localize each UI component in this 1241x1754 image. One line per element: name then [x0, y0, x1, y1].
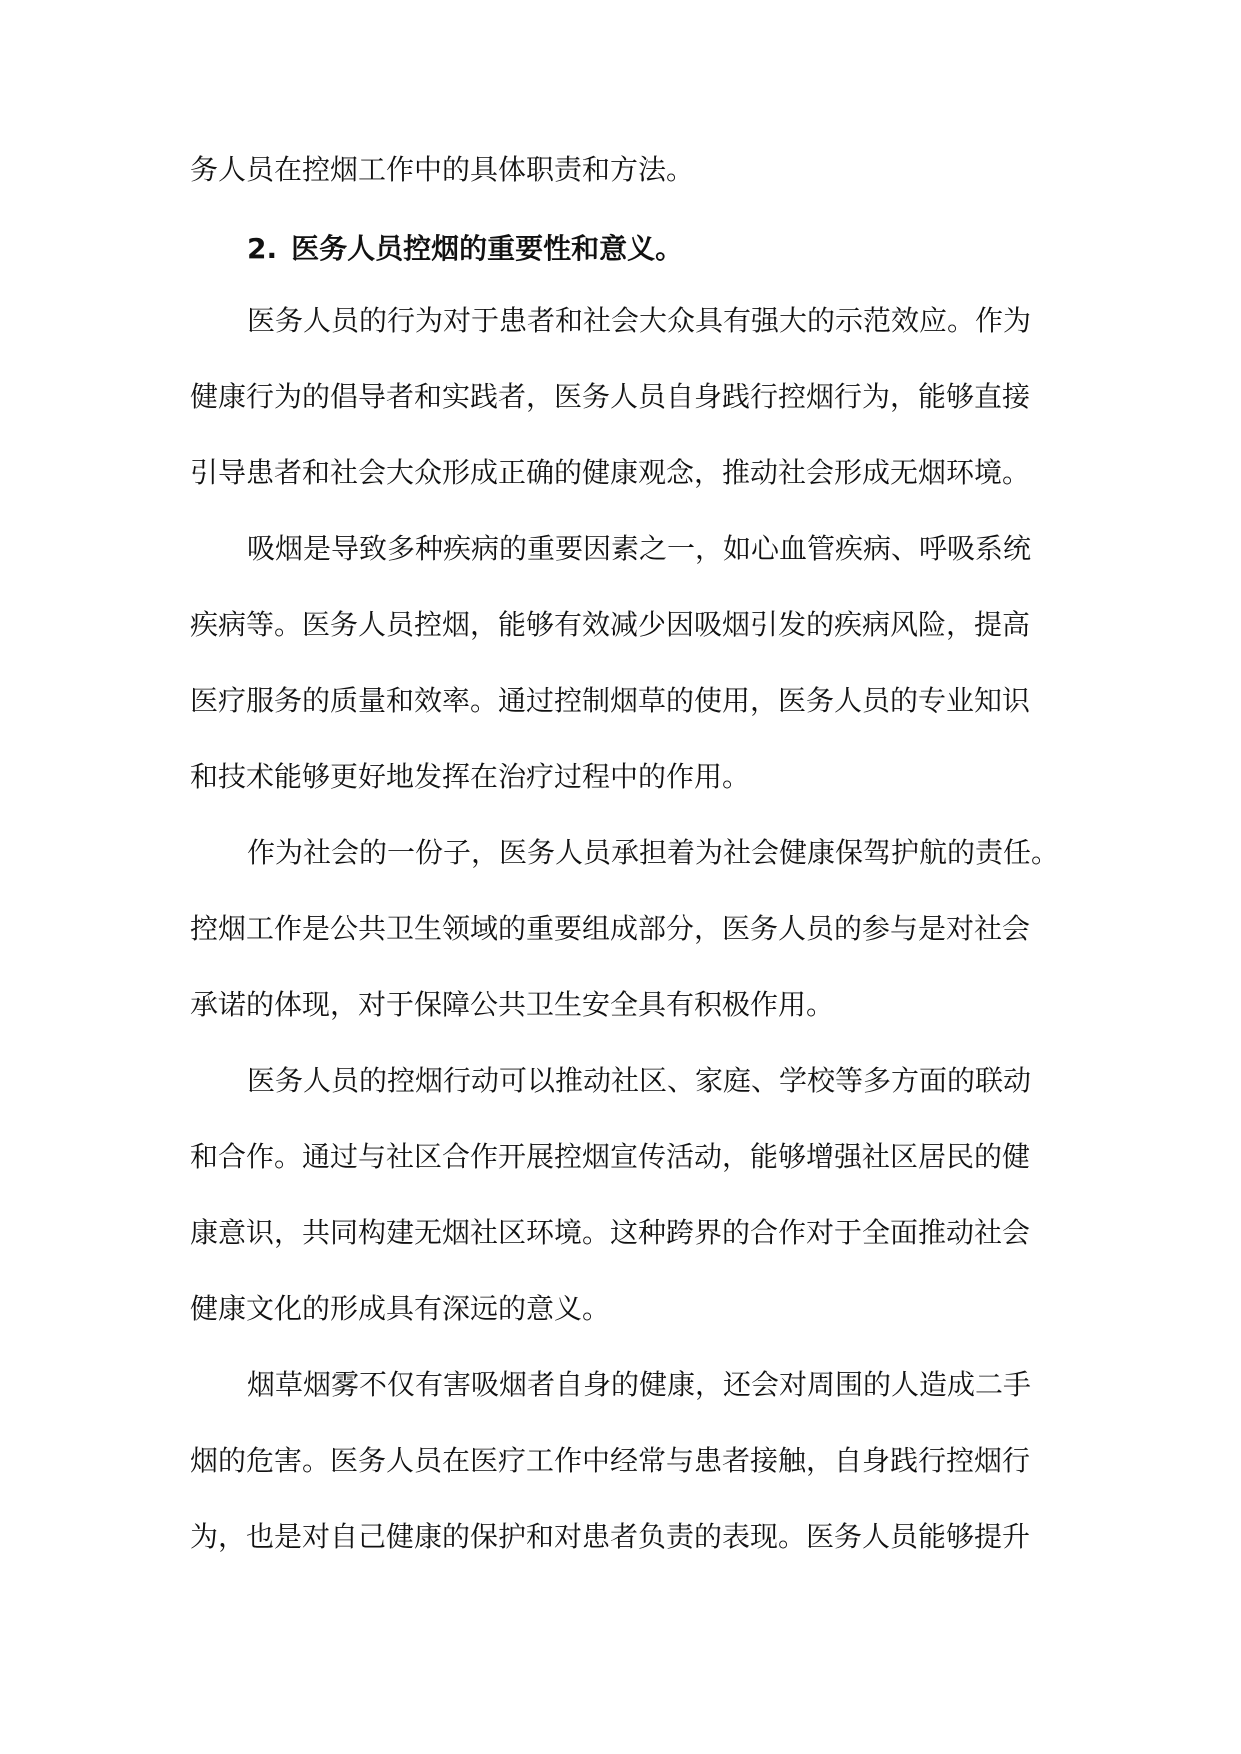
paragraph-line: 健康行为的倡导者和实践者，医务人员自身践行控烟行为，能够直接	[190, 380, 1031, 413]
continuation-line: 务人员在控烟工作中的具体职责和方法。	[190, 153, 695, 186]
paragraph-line: 控烟工作是公共卫生领域的重要组成部分，医务人员的参与是对社会	[190, 912, 1031, 945]
paragraph-line: 康意识，共同构建无烟社区环境。这种跨界的合作对于全面推动社会	[190, 1216, 1031, 1249]
paragraph-line: 吸烟是导致多种疾病的重要因素之一，如心血管疾病、呼吸系统	[247, 532, 1032, 565]
section-heading	[247, 225, 1062, 273]
section-heading-number: 2.	[247, 232, 278, 265]
paragraph-line: 承诺的体现，对于保障公共卫生安全具有积极作用。	[190, 988, 835, 1021]
paragraph-line: 烟的危害。医务人员在医疗工作中经常与患者接触，自身践行控烟行	[190, 1444, 1031, 1477]
paragraph-line: 医务人员的控烟行动可以推动社区、家庭、学校等多方面的联动	[247, 1064, 1032, 1097]
paragraph-line: 作为社会的一份子，医务人员承担着为社会健康保驾护航的责任。	[247, 836, 1060, 869]
paragraph-line: 医务人员的行为对于患者和社会大众具有强大的示范效应。作为	[247, 304, 1032, 337]
paragraph-line: 烟草烟雾不仅有害吸烟者自身的健康，还会对周围的人造成二手	[247, 1368, 1032, 1401]
paragraph-line: 为，也是对自己健康的保护和对患者负责的表现。医务人员能够提升	[190, 1520, 1031, 1553]
paragraph-line: 引导患者和社会大众形成正确的健康观念，推动社会形成无烟环境。	[190, 456, 1031, 489]
paragraph-line: 和技术能够更好地发挥在治疗过程中的作用。	[190, 760, 751, 793]
paragraph-line: 和合作。通过与社区合作开展控烟宣传活动，能够增强社区居民的健	[190, 1140, 1031, 1173]
paragraph-line: 健康文化的形成具有深远的意义。	[190, 1292, 611, 1325]
paragraph-line: 医疗服务的质量和效率。通过控制烟草的使用，医务人员的专业知识	[190, 684, 1031, 717]
paragraph-line: 疾病等。医务人员控烟，能够有效减少因吸烟引发的疾病风险，提高	[190, 608, 1031, 641]
section-heading-text: 医务人员控烟的重要性和意义。	[291, 232, 684, 265]
